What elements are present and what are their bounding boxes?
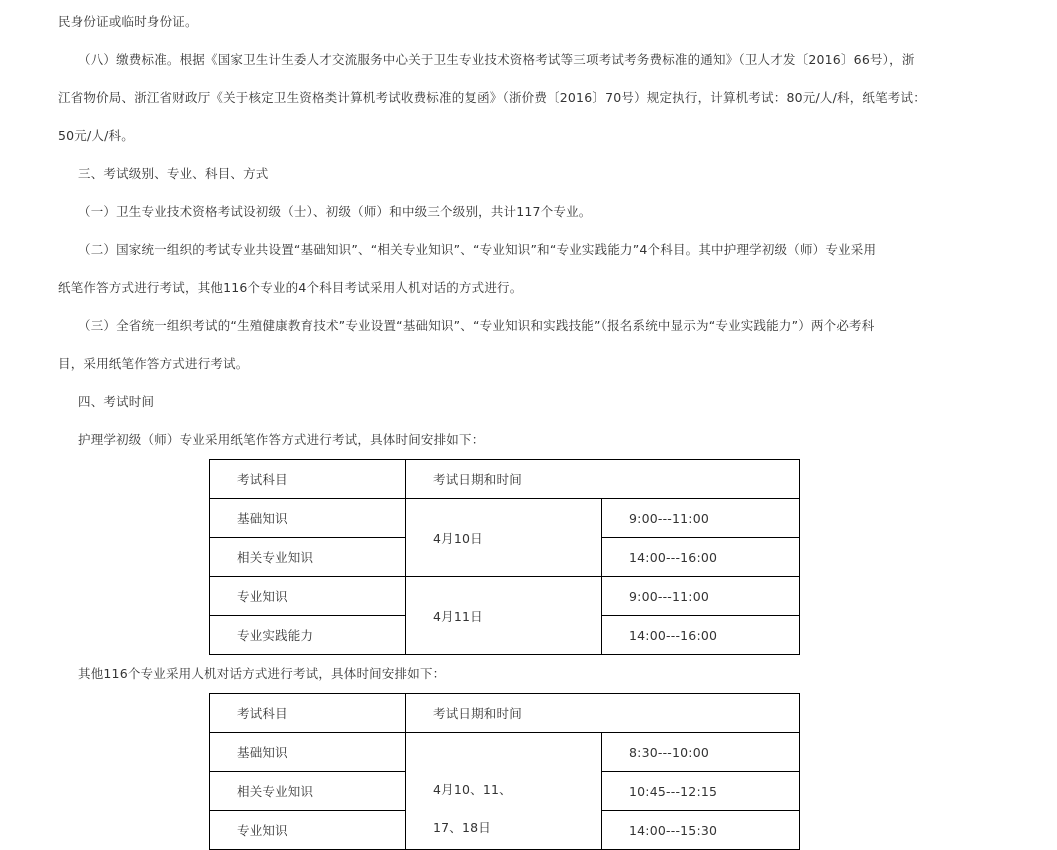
header-subject: 考试科目 [210,460,406,499]
table-row [210,499,800,538]
time-cell: 10:45---12:15 [602,772,800,811]
time-cell: 14:00---15:30 [602,811,800,850]
subject-cell: 专业实践能力 [210,616,406,655]
paragraph-fee-standard-end: 50元/人/科。 [58,128,134,143]
date-line-2: 17、18日 [433,820,492,835]
subject-cell: 相关专业知识 [210,538,406,577]
paragraph-subjects-cont: 纸笔作答方式进行考试，其他116个专业的4个科目考试采用人机对话的方式进行。 [58,280,523,295]
paragraph-id-card-note: 民身份证或临时身份证。 [58,14,198,29]
section-heading-exam-time: 四、考试时间 [78,394,155,409]
subject-cell: 基础知识 [210,733,406,772]
table-header-row [210,460,800,499]
section-heading-levels: 三、考试级别、专业、科目、方式 [78,166,269,181]
paragraph-subjects: （二）国家统一组织的考试专业共设置“基础知识”、“相关专业知识”、“专业知识”和“专业实践能力”4个科目。其中护理学初级（师）专业采用 [78,242,877,257]
paragraph-levels: （一）卫生专业技术资格考试设初级（士）、初级（师）和中级三个级别，共计117个专业。 [78,204,592,219]
subject-cell: 专业知识 [210,577,406,616]
paragraph-provincial-exam-cont: 目，采用纸笔作答方式进行考试。 [58,356,249,371]
subject-cell: 基础知识 [210,499,406,538]
subject-cell: 相关专业知识 [210,772,406,811]
date-cell: 4月10日 [406,499,602,577]
paragraph-nursing-schedule-intro: 护理学初级（师）专业采用纸笔作答方式进行考试，具体时间安排如下： [78,432,485,447]
date-cell: 4月11日 [406,577,602,655]
time-cell: 9:00---11:00 [602,499,800,538]
time-cell: 8:30---10:00 [602,733,800,772]
table-row [210,733,800,772]
subject-cell: 专业知识 [210,811,406,850]
table-header-row [210,694,800,733]
time-cell: 9:00---11:00 [602,577,800,616]
time-cell: 14:00---16:00 [602,616,800,655]
time-cell: 14:00---16:00 [602,538,800,577]
paragraph-computer-schedule-intro: 其他116个专业采用人机对话方式进行考试，具体时间安排如下： [78,666,446,681]
date-line-1: 4月10、11、 [433,782,512,797]
header-datetime: 考试日期和时间 [406,460,800,499]
paragraph-fee-standard: （八）缴费标准。根据《国家卫生计生委人才交流服务中心关于卫生专业技术资格考试等三项考试考务费标准的通知》（卫人才发〔2016〕66号），浙 [78,52,915,67]
nursing-exam-schedule-table [209,459,800,655]
header-subject: 考试科目 [210,694,406,733]
date-cell [406,733,602,850]
computer-exam-schedule-table [209,693,800,850]
paragraph-fee-standard-cont: 江省物价局、浙江省财政厅《关于核定卫生资格类计算机考试收费标准的复函》（浙价费〔2016〕70号）规定执行，计算机考试：80元/人/科，纸笔考试： [58,90,926,105]
paragraph-provincial-exam: （三）全省统一组织考试的“生殖健康教育技术”专业设置“基础知识”、“专业知识和实践技能”（报名系统中显示为“专业实践能力”）两个必考科 [78,318,875,333]
table-row [210,577,800,616]
header-datetime: 考试日期和时间 [406,694,800,733]
